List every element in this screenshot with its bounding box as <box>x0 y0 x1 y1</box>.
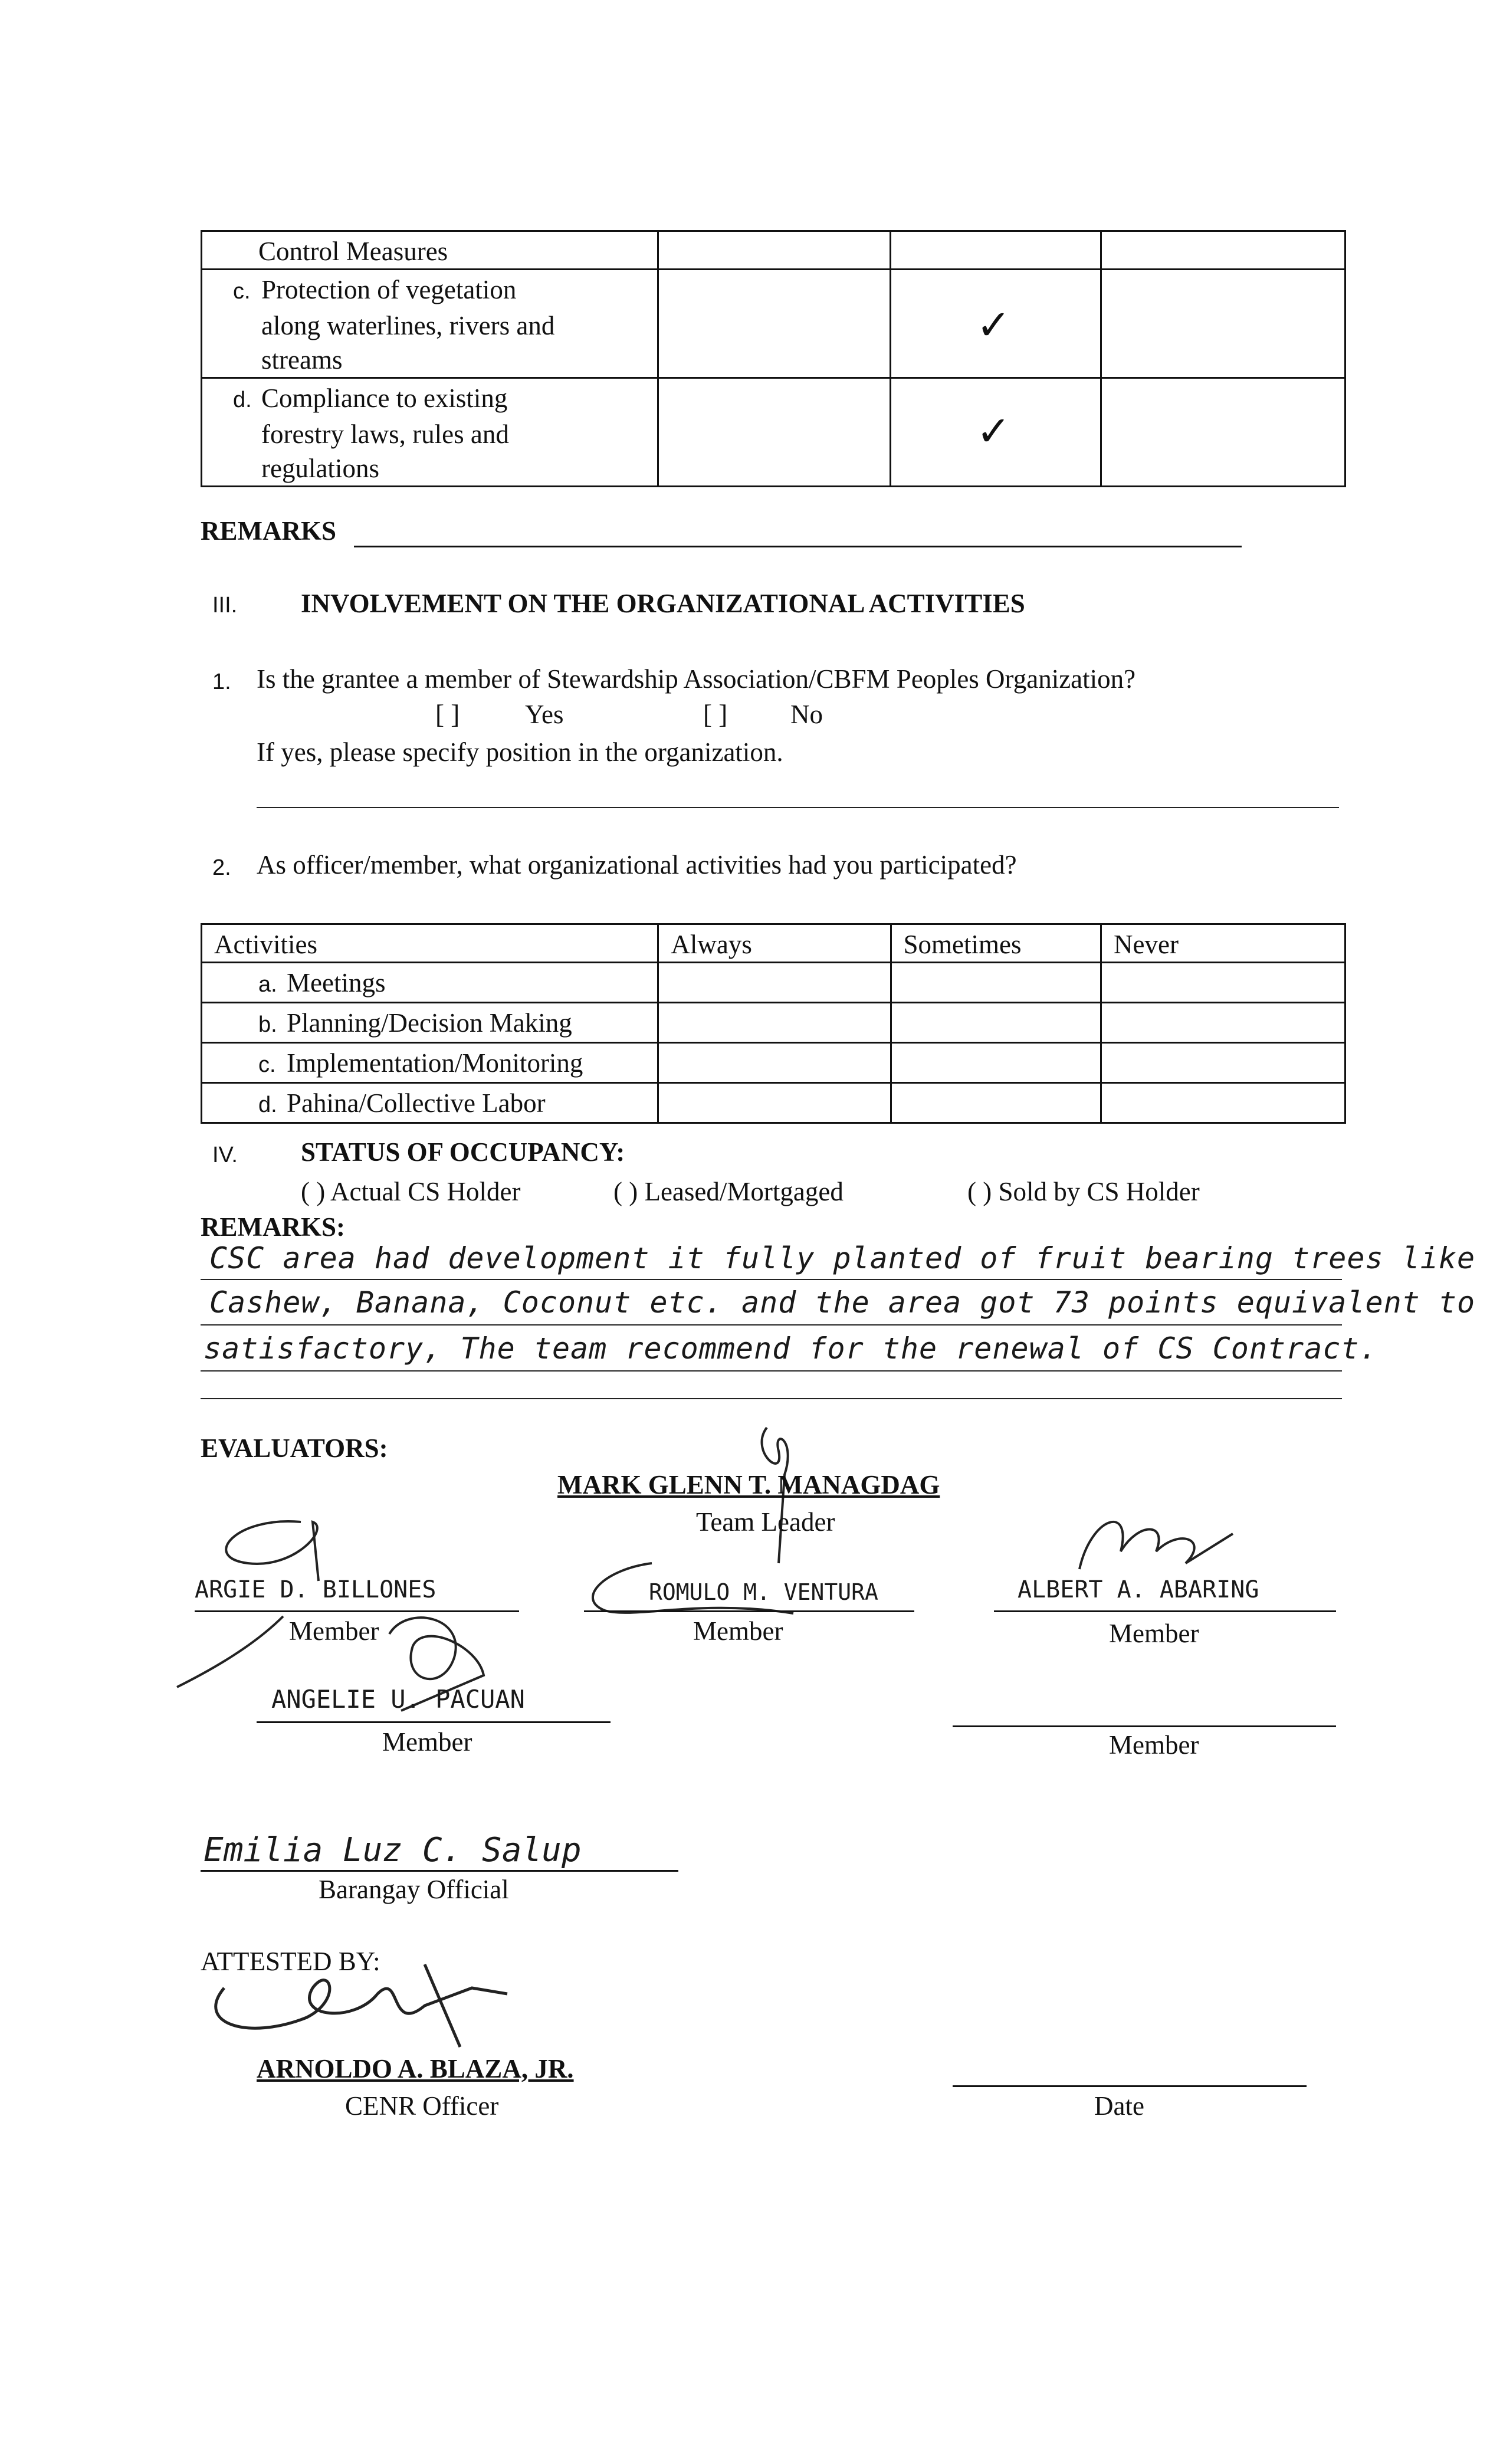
row-letter: c. <box>233 279 251 304</box>
member-role: Member <box>382 1727 472 1757</box>
section-numeral: III. <box>212 593 238 618</box>
table-cell <box>1101 270 1345 378</box>
row-letter: b. <box>258 1012 277 1037</box>
label-line-1: Protection of vegetation <box>261 275 517 304</box>
remarks-line <box>201 1324 1342 1325</box>
activity-label: Pahina/Collective Labor <box>287 1088 546 1118</box>
row-letter: a. <box>258 972 277 997</box>
section-title: INVOLVEMENT ON THE ORGANIZATIONAL ACTIVITIES <box>301 589 1025 618</box>
checkbox-cell[interactable] <box>891 963 1101 1003</box>
label-line-3: regulations <box>261 454 379 483</box>
table-header: Activities <box>202 924 658 963</box>
table-cell <box>202 231 658 270</box>
signature-line <box>201 1870 678 1872</box>
checkbox-cell[interactable] <box>891 1043 1101 1083</box>
signature-line <box>584 1610 914 1612</box>
occupancy-option[interactable]: ( ) Leased/Mortgaged <box>613 1177 844 1206</box>
activity-label: Planning/Decision Making <box>287 1008 572 1038</box>
remarks-heading: REMARKS <box>201 516 337 546</box>
label-line-3: streams <box>261 345 343 375</box>
signature-line <box>195 1610 519 1612</box>
checkmark-icon: ✓ <box>976 407 1011 455</box>
remarks-line <box>354 546 1242 547</box>
remarks-line <box>201 1370 1342 1372</box>
question-number: 2. <box>212 855 231 880</box>
checkbox-cell[interactable] <box>1101 963 1345 1003</box>
label-line-2: along waterlines, rivers and <box>261 311 555 340</box>
yes-label: Yes <box>525 700 564 729</box>
row-letter: c. <box>258 1052 276 1077</box>
member-role: Member <box>1109 1730 1199 1760</box>
checkbox-cell[interactable] <box>891 1003 1101 1043</box>
table-cell <box>658 231 891 270</box>
team-leader-role: Team Leader <box>696 1507 835 1537</box>
no-checkbox[interactable]: [ ] <box>703 700 728 729</box>
checkbox-cell[interactable] <box>1101 1043 1345 1083</box>
question-number: 1. <box>212 670 231 694</box>
member-handwritten-name: ALBERT A. ABARING <box>1018 1576 1259 1603</box>
date-line <box>953 2085 1307 2087</box>
section-numeral: IV. <box>212 1143 238 1167</box>
yes-checkbox[interactable]: [ ] <box>435 700 460 729</box>
signature-line <box>257 1721 611 1723</box>
member-handwritten-name: ROMULO M. VENTURA <box>649 1579 878 1605</box>
checkbox-cell[interactable] <box>891 1083 1101 1123</box>
remarks-line <box>201 1279 1342 1280</box>
row-label: Control Measures <box>258 237 448 266</box>
activities-table <box>201 923 1346 1124</box>
occupancy-option[interactable]: ( ) Sold by CS Holder <box>967 1177 1200 1206</box>
table-cell <box>1101 378 1345 487</box>
evaluators-heading: EVALUATORS: <box>201 1433 388 1463</box>
section-title: STATUS OF OCCUPANCY: <box>301 1137 625 1167</box>
checkbox-cell[interactable] <box>658 963 891 1003</box>
row-letter: d. <box>258 1092 277 1117</box>
activity-label: Meetings <box>287 968 386 998</box>
checkbox-cell[interactable] <box>1101 1083 1345 1123</box>
attested-heading: ATTESTED BY: <box>201 1947 380 1976</box>
table-cell <box>891 231 1101 270</box>
checkmark-icon: ✓ <box>976 301 1011 349</box>
barangay-role: Barangay Official <box>319 1875 509 1904</box>
label-line-1: Compliance to existing <box>261 383 508 413</box>
signature-line <box>994 1610 1336 1612</box>
officer-name: ARNOLDO A. BLAZA, JR. <box>257 2054 574 2084</box>
table-row <box>202 963 1345 1003</box>
remarks-line <box>201 1398 1342 1399</box>
table-cell <box>658 270 891 378</box>
checkbox-cell[interactable] <box>658 1043 891 1083</box>
table-header: Always <box>658 924 891 963</box>
checkbox-cell[interactable] <box>658 1003 891 1043</box>
row-label-compliance-forestry <box>202 379 657 485</box>
occupancy-option[interactable]: ( ) Actual CS Holder <box>301 1177 521 1206</box>
table-header: Sometimes <box>891 924 1101 963</box>
team-leader-name: MARK GLENN T. MANAGDAG <box>557 1470 940 1500</box>
officer-role: CENR Officer <box>345 2091 499 2121</box>
signature-scribble <box>165 1510 413 1699</box>
table-cell <box>1101 231 1345 270</box>
date-label: Date <box>1094 2091 1144 2121</box>
member-role: Member <box>1109 1619 1199 1648</box>
table-cell <box>658 378 891 487</box>
no-label: No <box>790 700 823 729</box>
signature-line <box>953 1725 1336 1727</box>
label-line-2: forestry laws, rules and <box>261 419 509 449</box>
member-handwritten-name: ANGELIE U. PACUAN <box>271 1685 525 1714</box>
barangay-handwritten-name: Emilia Luz C. Salup <box>204 1831 582 1869</box>
handwritten-remark-line: satisfactory, The team recommend for the renewal of CS Contract. <box>204 1331 1378 1366</box>
member-role: Member <box>289 1616 379 1646</box>
question-text: Is the grantee a member of Stewardship Association/CBFM Peoples Organization? <box>257 664 1136 694</box>
row-label-protection-vegetation <box>202 270 657 377</box>
question-text: As officer/member, what organizational activities had you participated? <box>257 850 1017 880</box>
table-row <box>202 1043 1345 1083</box>
table-row <box>202 1003 1345 1043</box>
table-cell <box>202 270 658 378</box>
member-role: Member <box>693 1616 783 1646</box>
handwritten-remark-line: Cashew, Banana, Coconut etc. and the area got 73 points equivalent to <box>209 1285 1476 1320</box>
checkbox-cell[interactable] <box>658 1083 891 1123</box>
remarks-heading: REMARKS: <box>201 1212 345 1242</box>
position-answer-line <box>257 807 1339 808</box>
table-cell <box>202 378 658 487</box>
control-measures-table <box>201 230 1346 487</box>
row-letter: d. <box>233 388 252 412</box>
table-header: Never <box>1101 924 1345 963</box>
checkbox-cell[interactable] <box>1101 1003 1345 1043</box>
followup-text: If yes, please specify position in the organization. <box>257 737 783 767</box>
table-row <box>202 1083 1345 1123</box>
activity-label: Implementation/Monitoring <box>287 1048 583 1078</box>
handwritten-remark-line: CSC area had development it fully planted of fruit bearing trees like <box>209 1241 1476 1275</box>
member-handwritten-name: ARGIE D. BILLONES <box>195 1576 437 1603</box>
